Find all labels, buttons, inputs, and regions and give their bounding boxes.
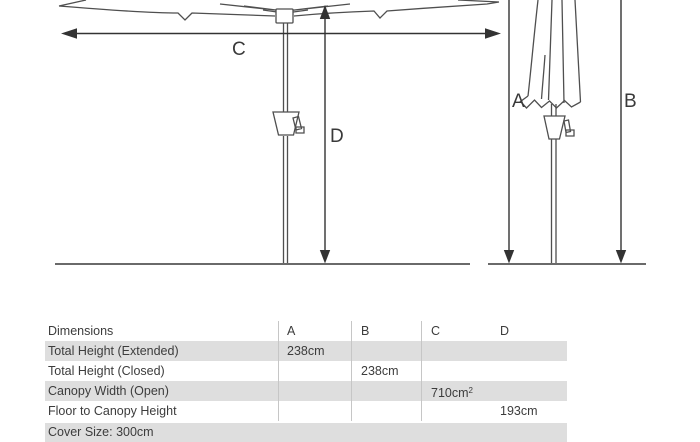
cell-label: Total Height (Closed) bbox=[45, 361, 279, 381]
cell-value-d bbox=[494, 381, 567, 401]
dimension-label-d: D bbox=[330, 126, 344, 147]
header-col-a: A bbox=[279, 321, 352, 341]
header-col-b: B bbox=[352, 321, 422, 341]
open-parasol-pole bbox=[284, 23, 288, 263]
cell-value-d: 193cm bbox=[500, 404, 538, 418]
open-parasol-crank bbox=[273, 112, 299, 135]
dimension-label-c: C bbox=[232, 39, 246, 60]
cell-value-c bbox=[422, 361, 494, 381]
cell-value-d bbox=[494, 361, 567, 381]
cell-value-b: 238cm bbox=[352, 361, 422, 381]
cell-value-a: 238cm bbox=[279, 341, 352, 361]
closed-parasol-pole bbox=[552, 139, 557, 263]
cell-value-a bbox=[279, 381, 352, 401]
header-dimensions: Dimensions bbox=[45, 321, 279, 341]
cell-value-c bbox=[422, 381, 494, 401]
open-parasol-drawing bbox=[59, 0, 499, 263]
header-col-c: C bbox=[431, 324, 441, 338]
arrowhead-down-icon bbox=[616, 250, 626, 264]
header-row bbox=[45, 321, 567, 341]
cell-label: Canopy Width (Open) bbox=[45, 381, 279, 401]
cell-value-c bbox=[422, 341, 494, 361]
squared-superscript: 2 bbox=[468, 386, 473, 395]
cell-value-d bbox=[494, 341, 567, 361]
closed-parasol-crank-handle bbox=[564, 120, 574, 136]
arrowhead-left-icon bbox=[61, 28, 77, 39]
dimension-label-b: B bbox=[624, 91, 637, 112]
cell-value-b bbox=[352, 381, 422, 401]
open-canopy-hub bbox=[276, 9, 293, 23]
cell-value-a bbox=[279, 401, 352, 421]
cell-label: Total Height (Extended) bbox=[45, 341, 279, 361]
closed-parasol-drawing bbox=[521, 0, 581, 263]
arrowhead-down-icon bbox=[320, 250, 330, 264]
closed-canopy-folds bbox=[528, 0, 581, 103]
header-col-d: D bbox=[500, 324, 510, 338]
arrowhead-right-icon bbox=[485, 28, 501, 39]
cell-value-c bbox=[422, 401, 494, 421]
cell-label: Floor to Canopy Height bbox=[45, 401, 279, 421]
cell-value-b bbox=[352, 401, 422, 421]
dimensions-table bbox=[45, 321, 567, 442]
row-floor-to-canopy-height bbox=[45, 401, 567, 421]
arrowhead-down-icon bbox=[504, 250, 514, 264]
row-total-height-extended bbox=[45, 341, 567, 361]
row-canopy-width-open bbox=[45, 381, 567, 401]
row-cover-size: Cover Size: 300cm bbox=[45, 423, 567, 442]
row-total-height-closed bbox=[45, 361, 567, 381]
cell-value-a bbox=[279, 361, 352, 381]
cell-value-b bbox=[352, 341, 422, 361]
closed-canopy-bottom-edge bbox=[521, 96, 581, 108]
closed-parasol-crank bbox=[544, 116, 565, 139]
dimension-label-a: A bbox=[512, 91, 525, 112]
canopy-width-value: 710cm bbox=[431, 386, 469, 400]
